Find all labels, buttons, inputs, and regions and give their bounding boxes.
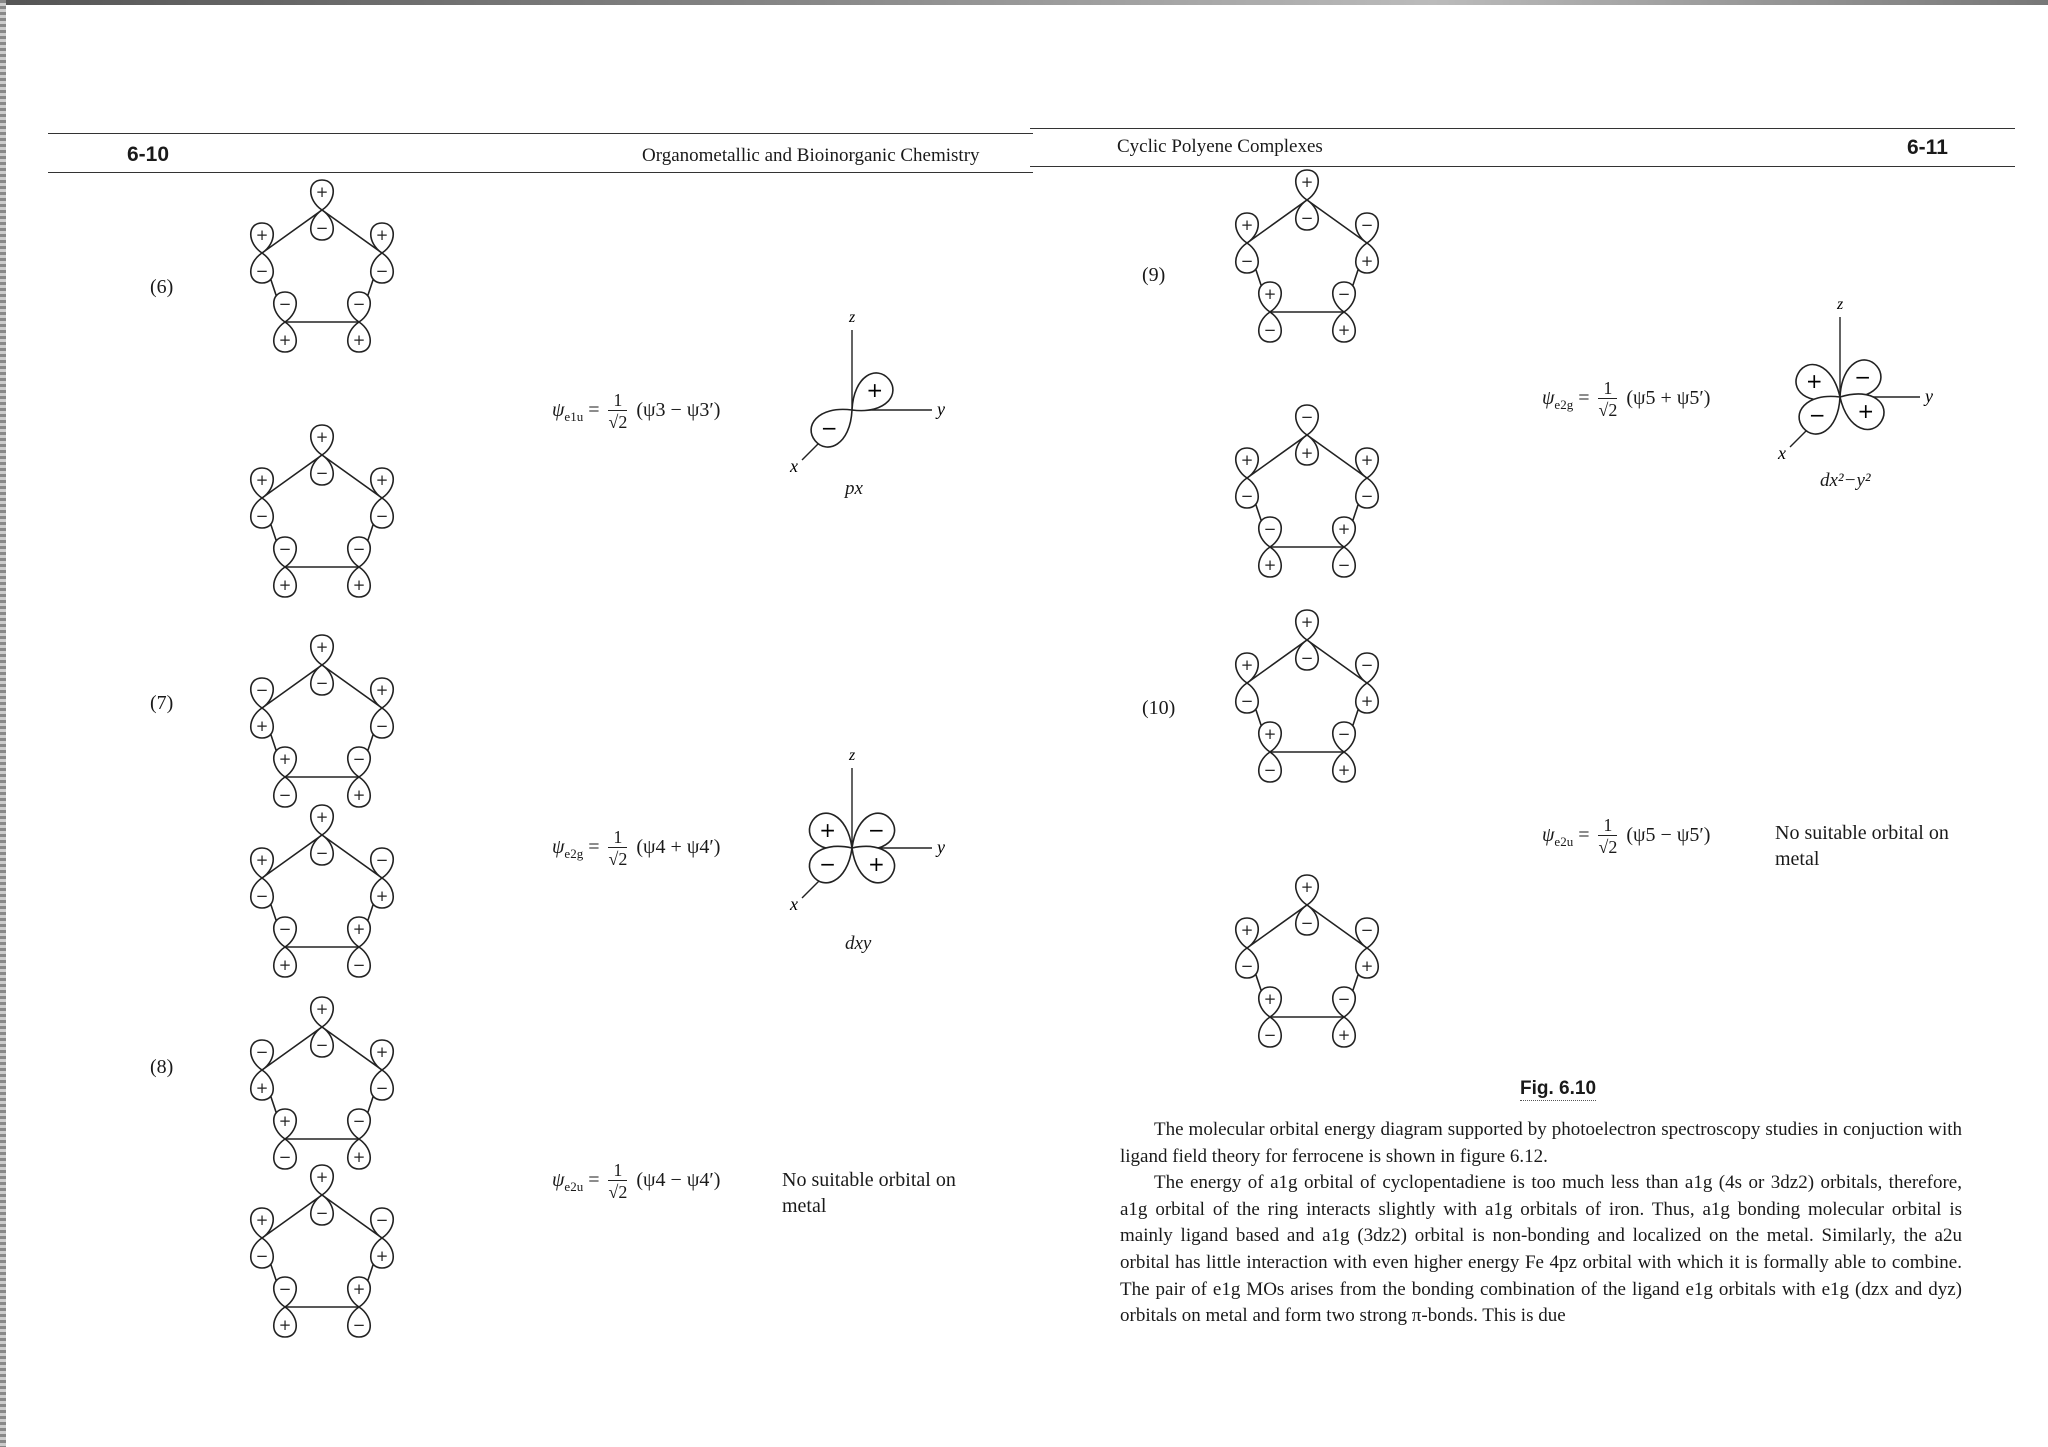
lobe-sign: −	[375, 1079, 389, 1097]
no-orbital-note-right: No suitable orbital on metal	[1775, 822, 1949, 870]
lobe-sign: +	[352, 786, 366, 804]
lobe-sign: +	[315, 638, 329, 656]
equation-e2u-left: $\psi_{e2u}$ = $\frac{1}{√2}$ (ψ4 − ψ4′)	[552, 1160, 721, 1202]
lobe-sign: −	[1337, 725, 1351, 743]
running-header: Cyclic Polyene Complexes	[1117, 136, 1323, 157]
lobe-sign: −	[1263, 321, 1277, 339]
lobe-sign: +	[1300, 173, 1314, 191]
cyclopentadienyl-ring	[1236, 170, 1379, 342]
lobe-sign: +	[1360, 957, 1374, 975]
z-axis-label: z	[849, 309, 856, 326]
paragraph-2: The energy of a1g orbital of cyclopentadiene is too much less than a1g (4s or 3dz2) orbitals, therefore, a1g orbital of the ring interacts slightly with a1g orbitals of iron. Thus, a1g bonding molecular orbital is mainly ligand based and a1g (3dz2) orbital is non-bonding and localized on the metal. Similarly, the a2u orbital has little interaction with even higher energy Fe 4pz orbital with which it is formally able to combine. The pair of e1g MOs arises from the bonding combination of the ligand e1g orbitals with e1g (dzx and dyz) orbitals on metal and form two strong π-bonds. This is due	[1120, 1172, 1962, 1327]
px-label: px	[845, 478, 863, 499]
lobe-sign: −	[375, 1211, 389, 1229]
lobe-sign: −	[867, 817, 885, 842]
dx2-y2-label: dx²−y²	[1820, 470, 1871, 491]
x-axis-label: x	[1778, 443, 1786, 463]
lobe-sign: −	[315, 674, 329, 692]
lobe-sign: −	[1360, 656, 1374, 674]
lobe-sign: −	[375, 262, 389, 280]
lobe-sign: −	[255, 262, 269, 280]
lobe-sign: +	[352, 576, 366, 594]
lobe-sign: +	[1857, 398, 1875, 423]
z-axis-label: z	[849, 747, 856, 764]
lobe-sign: +	[315, 1168, 329, 1186]
lobe-sign: −	[315, 1204, 329, 1222]
running-header: Organometallic and Bioinorganic Chemistry	[642, 145, 980, 166]
lobe-sign: +	[1805, 369, 1823, 394]
lobe-sign: −	[352, 1316, 366, 1334]
cyclopentadienyl-ring	[251, 635, 394, 807]
lobe-sign: −	[278, 1148, 292, 1166]
lobe-sign: −	[1263, 761, 1277, 779]
lobe-sign: +	[278, 750, 292, 768]
lobe-sign: +	[1337, 761, 1351, 779]
lobe-sign: −	[255, 1043, 269, 1061]
equation-e2g-left: $\psi_{e2g}$ = $\frac{1}{√2}$ (ψ4 + ψ4′)	[552, 827, 721, 869]
lobe-sign: +	[375, 1247, 389, 1265]
lobe-sign: +	[255, 717, 269, 735]
lobe-sign: +	[375, 681, 389, 699]
lobe-sign: +	[819, 817, 837, 842]
cyclopentadienyl-ring	[251, 997, 394, 1169]
lobe-sign: +	[255, 851, 269, 869]
lobe-sign: +	[315, 428, 329, 446]
item-label-9: (9)	[1142, 264, 1166, 286]
lobe-sign: +	[1337, 1026, 1351, 1044]
lobe-sign: +	[1360, 451, 1374, 469]
lobe-sign: −	[278, 786, 292, 804]
lobe-sign: +	[1360, 252, 1374, 270]
lobe-sign: −	[1300, 649, 1314, 667]
x-axis-label: x	[790, 894, 798, 914]
cyclopentadienyl-ring	[251, 425, 394, 597]
lobe-sign: +	[1300, 878, 1314, 896]
lobe-sign: −	[352, 750, 366, 768]
lobe-sign: +	[866, 377, 884, 402]
page-number: 6-10	[127, 143, 170, 166]
lobe-sign: +	[255, 1079, 269, 1097]
lobe-sign: −	[255, 887, 269, 905]
lobe-sign: −	[278, 540, 292, 558]
lobe-sign: −	[375, 851, 389, 869]
lobe-sign: −	[1240, 487, 1254, 505]
lobe-sign: −	[1300, 914, 1314, 932]
lobe-sign: −	[375, 507, 389, 525]
z-axis-label: z	[1837, 296, 1844, 313]
lobe-sign: −	[315, 219, 329, 237]
lobe-sign: −	[1300, 408, 1314, 426]
lobe-sign: +	[1240, 451, 1254, 469]
y-axis-label: y	[937, 837, 945, 857]
lobe-sign: −	[820, 416, 838, 441]
lobe-sign: +	[375, 226, 389, 244]
lobe-sign: +	[1263, 990, 1277, 1008]
lobe-sign: +	[1240, 656, 1254, 674]
lobe-sign: −	[352, 956, 366, 974]
lobe-sign: +	[1337, 520, 1351, 538]
lobe-sign: +	[375, 1043, 389, 1061]
lobe-sign: −	[819, 852, 837, 877]
lobe-sign: +	[375, 887, 389, 905]
y-axis-label: y	[1925, 386, 1933, 406]
y-axis-label: y	[937, 399, 945, 419]
lobe-sign: +	[352, 1280, 366, 1298]
lobe-sign: −	[352, 295, 366, 313]
lobe-sign: −	[1263, 520, 1277, 538]
figure-caption: Fig. 6.10	[1520, 1078, 1597, 1099]
x-axis-label: x	[790, 456, 798, 476]
lobe-sign: +	[278, 331, 292, 349]
lobe-sign: +	[352, 331, 366, 349]
lobe-sign: −	[255, 681, 269, 699]
item-label-8: (8)	[150, 1056, 174, 1078]
lobe-sign: +	[315, 1000, 329, 1018]
lobe-sign: −	[278, 920, 292, 938]
dxy-label: dxy	[845, 933, 872, 954]
lobe-sign: +	[1300, 613, 1314, 631]
lobe-sign: −	[315, 1036, 329, 1054]
equation-e1u: $\psi_{e1u}$ = $\frac{1}{√2}$ (ψ3 − ψ3′)	[552, 390, 721, 432]
lobe-sign: −	[1337, 285, 1351, 303]
lobe-sign: −	[352, 540, 366, 558]
equation-e2u-right: $\psi_{e2u}$ = $\frac{1}{√2}$ (ψ5 − ψ5′)	[1542, 815, 1711, 857]
lobe-sign: −	[1360, 921, 1374, 939]
cyclopentadienyl-ring	[1236, 875, 1379, 1047]
px-orbital-sketch	[789, 309, 945, 476]
lobe-sign: +	[278, 1112, 292, 1130]
cyclopentadienyl-ring	[251, 1165, 394, 1337]
lobe-sign: −	[1337, 556, 1351, 574]
lobe-sign: +	[375, 471, 389, 489]
lobe-sign: −	[375, 717, 389, 735]
paragraph-1: The molecular orbital energy diagram supported by photoelectron spectroscopy studies in conjuction with ligand field theory for ferrocene is shown in figure 6.12.	[1120, 1119, 1962, 1167]
lobe-sign: +	[1263, 285, 1277, 303]
lobe-sign: +	[315, 183, 329, 201]
lobe-sign: −	[1360, 216, 1374, 234]
equation-e2g-right: $\psi_{e2g}$ = $\frac{1}{√2}$ (ψ5 + ψ5′)	[1542, 378, 1711, 420]
cyclopentadienyl-ring	[251, 805, 394, 977]
lobe-sign: −	[1337, 990, 1351, 1008]
lobe-sign: −	[1240, 692, 1254, 710]
lobe-sign: +	[315, 808, 329, 826]
lobe-sign: +	[1300, 444, 1314, 462]
lobe-sign: +	[352, 920, 366, 938]
lobe-sign: −	[1808, 403, 1826, 428]
lobe-sign: +	[255, 226, 269, 244]
lobe-sign: +	[1240, 216, 1254, 234]
lobe-sign: +	[255, 1211, 269, 1229]
item-label-7: (7)	[150, 692, 174, 714]
lobe-sign: −	[352, 1112, 366, 1130]
dx2y2-orbital-sketch	[1777, 296, 1933, 463]
lobe-sign: +	[278, 1316, 292, 1334]
lobe-sign: −	[1854, 364, 1872, 389]
page-number: 6-11	[1907, 136, 1948, 159]
dxy-orbital-sketch	[789, 747, 945, 914]
lobe-sign: +	[255, 471, 269, 489]
lobe-sign: +	[278, 956, 292, 974]
lobe-sign: −	[1240, 252, 1254, 270]
lobe-sign: +	[1240, 921, 1254, 939]
lobe-sign: −	[278, 295, 292, 313]
lobe-sign: −	[315, 464, 329, 482]
lobe-sign: −	[278, 1280, 292, 1298]
lobe-sign: −	[255, 1247, 269, 1265]
lobe-sign: +	[867, 852, 885, 877]
lobe-sign: +	[1263, 725, 1277, 743]
lobe-sign: +	[278, 576, 292, 594]
cyclopentadienyl-ring	[1236, 610, 1379, 782]
lobe-sign: −	[315, 844, 329, 862]
lobe-sign: +	[1337, 321, 1351, 339]
item-label-10: (10)	[1142, 697, 1176, 719]
cyclopentadienyl-ring	[251, 180, 394, 352]
cyclopentadienyl-ring	[1236, 405, 1379, 577]
lobe-sign: −	[1300, 209, 1314, 227]
lobe-sign: −	[1240, 957, 1254, 975]
lobe-sign: −	[1360, 487, 1374, 505]
lobe-sign: −	[255, 507, 269, 525]
lobe-sign: +	[1360, 692, 1374, 710]
lobe-sign: +	[352, 1148, 366, 1166]
lobe-sign: +	[1263, 556, 1277, 574]
item-label-6: (6)	[150, 276, 174, 298]
lobe-sign: −	[1263, 1026, 1277, 1044]
no-orbital-note-left: No suitable orbital on metal	[782, 1169, 956, 1217]
